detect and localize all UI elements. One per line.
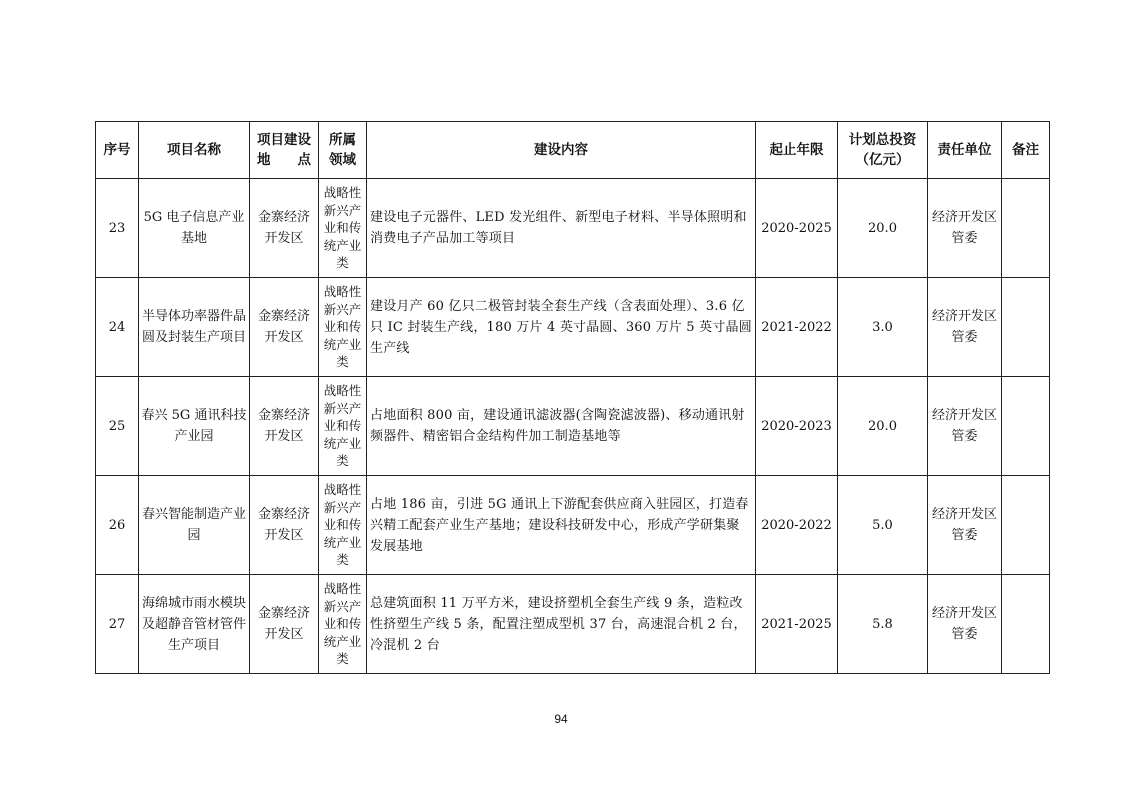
table-header — [96, 122, 1050, 179]
table-body — [96, 179, 1050, 674]
cell-content: 建设电子元器件、LED 发光组件、新型电子材料、半导体照明和消费电子产品加工等项目 — [367, 179, 756, 278]
cell-location: 金寨经济 开发区 — [250, 179, 319, 278]
cell-unit: 经济开发区 管委 — [928, 179, 1002, 278]
cell-location: 金寨经济 开发区 — [250, 278, 319, 377]
cell-unit: 经济开发区 管委 — [928, 476, 1002, 575]
cell-unit: 经济开发区 管委 — [928, 377, 1002, 476]
cell-period: 2021-2022 — [756, 278, 838, 377]
cell-period: 2021-2025 — [756, 575, 838, 674]
cell-note — [1002, 278, 1050, 377]
cell-period: 2020-2023 — [756, 377, 838, 476]
table-row — [96, 575, 1050, 674]
cell-note — [1002, 179, 1050, 278]
header-content: 建设内容 — [367, 122, 756, 179]
cell-period: 2020-2022 — [756, 476, 838, 575]
cell-field: 战略性 新兴产 业和传 统产业 类 — [319, 179, 367, 278]
header-unit: 责任单位 — [928, 122, 1002, 179]
cell-note — [1002, 476, 1050, 575]
cell-unit: 经济开发区 管委 — [928, 278, 1002, 377]
header-note: 备注 — [1002, 122, 1050, 179]
project-table — [95, 121, 1050, 674]
header-name: 项目名称 — [139, 122, 250, 179]
cell-note — [1002, 575, 1050, 674]
header-investment: 计划总投资 （亿元） — [838, 122, 928, 179]
cell-investment: 20.0 — [838, 377, 928, 476]
cell-period: 2020-2025 — [756, 179, 838, 278]
cell-name: 春兴 5G 通讯科技 产业园 — [139, 377, 250, 476]
table-row — [96, 179, 1050, 278]
table-row — [96, 278, 1050, 377]
cell-note — [1002, 377, 1050, 476]
cell-investment: 20.0 — [838, 179, 928, 278]
cell-unit: 经济开发区 管委 — [928, 575, 1002, 674]
cell-field: 战略性 新兴产 业和传 统产业 类 — [319, 476, 367, 575]
cell-content: 占地 186 亩，引进 5G 通讯上下游配套供应商入驻园区，打造春兴精工配套产业生产基地；建设科技研发中心，形成产学研集聚发展基地 — [367, 476, 756, 575]
cell-seq: 26 — [96, 476, 139, 575]
cell-field: 战略性 新兴产 业和传 统产业 类 — [319, 278, 367, 377]
cell-name: 春兴智能制造产业 园 — [139, 476, 250, 575]
cell-content: 建设月产 60 亿只二极管封装全套生产线（含表面处理）、3.6 亿只 IC 封装生产线，180 万片 4 英寸晶圆、360 万片 5 英寸晶圆生产线 — [367, 278, 756, 377]
cell-location: 金寨经济 开发区 — [250, 476, 319, 575]
cell-seq: 23 — [96, 179, 139, 278]
header-row — [96, 122, 1050, 179]
cell-name: 5G 电子信息产业 基地 — [139, 179, 250, 278]
header-period: 起止年限 — [756, 122, 838, 179]
header-seq: 序号 — [96, 122, 139, 179]
cell-seq: 24 — [96, 278, 139, 377]
page-number: 94 — [554, 712, 568, 726]
cell-seq: 25 — [96, 377, 139, 476]
cell-investment: 3.0 — [838, 278, 928, 377]
cell-field: 战略性 新兴产 业和传 统产业 类 — [319, 575, 367, 674]
cell-seq: 27 — [96, 575, 139, 674]
cell-location: 金寨经济 开发区 — [250, 575, 319, 674]
cell-investment: 5.0 — [838, 476, 928, 575]
cell-field: 战略性 新兴产 业和传 统产业 类 — [319, 377, 367, 476]
cell-content: 总建筑面积 11 万平方米，建设挤塑机全套生产线 9 条，造粒改性挤塑生产线 5 条，配置注塑成型机 37 台，高速混合机 2 台，冷混机 2 台 — [367, 575, 756, 674]
cell-name: 半导体功率器件晶 圆及封装生产项目 — [139, 278, 250, 377]
table-row — [96, 377, 1050, 476]
cell-location: 金寨经济 开发区 — [250, 377, 319, 476]
header-location: 项目建设 地 点 — [250, 122, 319, 179]
cell-name: 海绵城市雨水模块 及超静音管材管件 生产项目 — [139, 575, 250, 674]
table-row — [96, 476, 1050, 575]
cell-content: 占地面积 800 亩，建设通讯滤波器(含陶瓷滤波器)、移动通讯射频器件、精密铝合金结构件加工制造基地等 — [367, 377, 756, 476]
cell-investment: 5.8 — [838, 575, 928, 674]
header-field: 所属 领域 — [319, 122, 367, 179]
